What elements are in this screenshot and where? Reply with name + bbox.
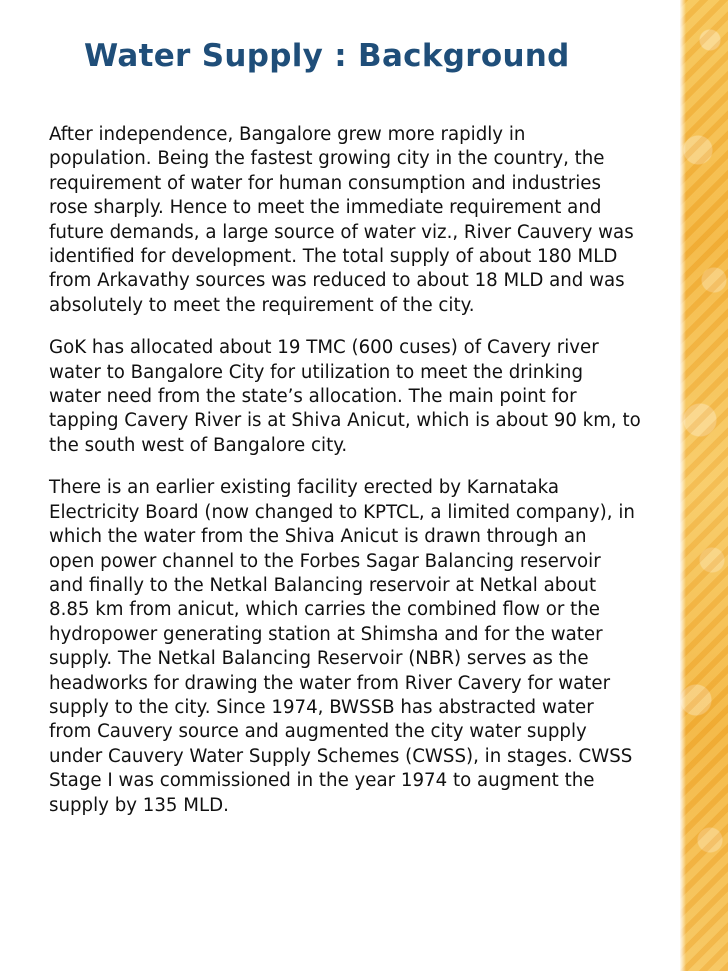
slide-body [49, 123, 689, 836]
text-line: water to Bangalore City for utilization to meet the drinking [49, 361, 583, 383]
paragraph-1 [49, 123, 689, 318]
text-line: Stage I was commissioned in the year 1974 to augment the [49, 770, 595, 792]
text-line: open power channel to the Forbes Sagar Balancing reservoir [49, 550, 601, 572]
text-line: from Arkavathy sources was reduced to about 18 MLD and was [49, 270, 625, 292]
text-line: supply. The Netkal Balancing Reservoir (NBR) serves as the [49, 648, 589, 670]
text-line: absolutely to meet the requirement of the city. [49, 294, 475, 316]
text-line: Electricity Board (now changed to KPTCL, a limited company), in [49, 501, 635, 523]
text-line: water need from the state’s allocation. The main point for [49, 386, 577, 408]
text-line: identified for development. The total supply of about 180 MLD [49, 246, 618, 268]
text-line: GoK has allocated about 19 TMC (600 cuses) of Cavery river [49, 337, 599, 359]
text-line: the south west of Bangalore city. [49, 434, 348, 456]
text-line: supply to the city. Since 1974, BWSSB has abstracted water [49, 696, 594, 718]
text-line: After independence, Bangalore grew more rapidly in [49, 124, 526, 145]
text-line: population. Being the fastest growing city in the country, the [49, 148, 605, 170]
text-line: supply by 135 MLD. [49, 794, 229, 816]
text-line: headworks for drawing the water from River Cavery for water [49, 672, 611, 694]
text-line: future demands, a large source of water viz., River Cauvery was [49, 221, 634, 243]
slide-title: Water Supply : Background [84, 38, 570, 74]
text-line: rose sharply. Hence to meet the immediate requirement and [49, 197, 602, 219]
text-line: from Cauvery source and augmented the city water supply [49, 721, 587, 743]
text-line: and finally to the Netkal Balancing reservoir at Netkal about [49, 574, 597, 596]
text-line: which the water from the Shiva Anicut is drawn through an [49, 526, 587, 548]
text-line: 8.85 km from anicut, which carries the combined flow or the [49, 599, 600, 621]
paragraph-2 [49, 336, 689, 458]
text-line: under Cauvery Water Supply Schemes (CWSS), in stages. CWSS [49, 745, 633, 767]
text-line: There is an earlier existing facility erected by Karnataka [49, 477, 559, 499]
paragraph-3 [49, 476, 689, 818]
text-line: tapping Cavery River is at Shiva Anicut, which is about 90 km, to [49, 410, 641, 432]
text-line: hydropower generating station at Shimsha and for the water [49, 623, 603, 645]
text-line: requirement of water for human consumption and industries [49, 172, 601, 194]
